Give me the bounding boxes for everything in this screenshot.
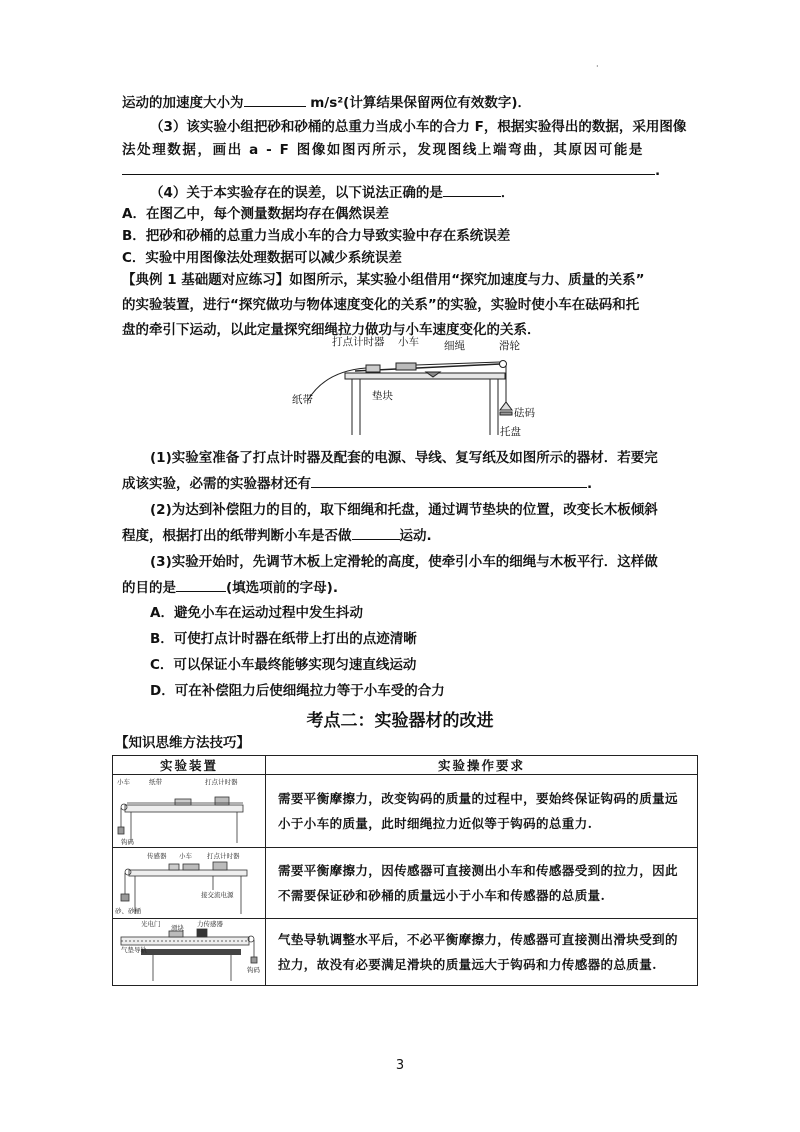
thumb2-label-sand: 砂、砂桶 — [115, 907, 141, 915]
table-row — [113, 848, 698, 919]
requirements-cell: 需要平衡摩擦力，改变钩码的质量的过程中，要始终保证钩码的质量远小于小车的质量，此时细绳拉力近似等于钩码的总重力. — [266, 775, 698, 848]
q3-end-mark: . — [655, 163, 661, 179]
apparatus-thumb-2 — [113, 848, 265, 918]
q1-line-2-text: 成该实验，必需的实验器材还有 — [122, 476, 311, 492]
q2-line-2 — [122, 525, 432, 546]
q3b-option-a: A．避免小车在运动过程中发生抖动 — [150, 605, 363, 621]
thumb3-label-gate: 光电门 — [141, 920, 161, 928]
apparatus-cell — [113, 775, 266, 848]
q3b-option-c: C．可以保证小车最终能够实现匀速直线运动 — [150, 657, 417, 673]
answer-blank[interactable] — [352, 525, 400, 540]
q3b-option-d: D．可在补偿阻力后使细绳拉力等于小车受的合力 — [150, 683, 445, 699]
example-intro-line-3: 盘的牵引下运动，以此定量探究细绳拉力做功与小车速度变化的关系． — [122, 322, 541, 338]
q4-end-mark: ． — [500, 185, 515, 201]
q3b-line-2 — [122, 577, 338, 598]
table-header-apparatus: 实验装置 — [113, 756, 266, 775]
thumb2-label-cart: 小车 — [179, 852, 192, 860]
thumb1-label-tape: 纸带 — [149, 778, 162, 786]
q2-line-2-text: 程度，根据打出的纸带判断小车是否做 — [122, 528, 352, 544]
figure-label-string: 细绳 — [444, 340, 465, 352]
q1-line-1: (1)实验室准备了打点计时器及配套的电源、导线、复写纸及如图所示的器材．若要完 — [150, 450, 658, 466]
q4-option-b: B．把砂和砂桶的总重力当成小车的合力导致实验中存在系统误差 — [122, 228, 511, 244]
q3-line-2: 法处理数据，画出 a - F 图像如图丙所示，发现图线上端弯曲，其原因可能是 — [122, 142, 645, 158]
q4-stem-line — [150, 182, 514, 203]
accel-unit-text: m/s²(计算结果保留两位有效数字)． — [310, 95, 531, 111]
q4-option-a: A．在图乙中，每个测量数据均存在偶然误差 — [122, 206, 389, 222]
requirements-cell: 气垫导轨调整水平后，不必平衡摩擦力，传感器可直接测出滑块受到的拉力，故没有必要满足滑块的质量远大于钩码和力传感器的总质量. — [266, 919, 698, 986]
q1-end-mark: . — [587, 476, 593, 492]
answer-blank[interactable] — [244, 92, 306, 107]
figure-label-pulley: 滑轮 — [499, 340, 520, 352]
q2-line-2-post: 运动. — [399, 528, 432, 544]
thumb3-label-slider: 滑块 — [171, 924, 184, 932]
accel-question-line — [122, 92, 531, 113]
page-number: 3 — [395, 1058, 405, 1073]
q3b-line-1: (3)实验开始时，先调节木板上定滑轮的高度，使牵引小车的细绳与木板平行．这样做 — [150, 554, 658, 570]
q4-option-c: C．实验中用图像法处理数据可以减少系统误差 — [122, 250, 402, 266]
thumb1-label-timer: 打点计时器 — [205, 778, 238, 786]
answer-blank[interactable] — [176, 577, 226, 592]
example-intro-line-2: 的实验装置，进行“探究做功与物体速度变化的关系”的实验，实验时使小车在砝码和托 — [122, 297, 640, 313]
section-title: 考点二：实验器材的改进 — [306, 711, 494, 731]
figure-label-tray: 托盘 — [500, 426, 521, 438]
q3b-option-b: B．可使打点计时器在纸带上打出的点迹清晰 — [150, 631, 417, 647]
requirements-cell: 需要平衡摩擦力，因传感器可直接测出小车和传感器受到的拉力，因此不需要保证砂和砂桶的质量远小于小车和传感器的总质量. — [266, 848, 698, 919]
apparatus-cell — [113, 848, 266, 919]
thumb1-label-weights: 钩码 — [121, 838, 134, 846]
figure-label-block: 垫块 — [372, 390, 393, 402]
example-intro-line-1 — [122, 270, 645, 290]
figure-label-tape: 纸带 — [292, 394, 313, 406]
figure-label-cart: 小车 — [398, 336, 419, 348]
q3-line-1: （3）该实验小组把砂和砂桶的总重力当成小车的合力 F，根据实验得出的数据，采用图像 — [150, 119, 687, 135]
apparatus-thumb-3 — [113, 919, 265, 985]
apparatus-drawing — [113, 775, 265, 847]
table-row — [113, 919, 698, 986]
apparatus-cell — [113, 919, 266, 986]
thumb3-label-force-sensor: 力传感器 — [197, 920, 223, 928]
table-header-row — [113, 756, 698, 775]
thumb2-label-sensor: 传感器 — [147, 852, 167, 860]
method-table — [112, 755, 698, 986]
q3b-line-2-text: 的目的是 — [122, 580, 176, 596]
answer-blank[interactable] — [311, 473, 587, 488]
accel-question-text: 运动的加速度大小为 — [122, 95, 244, 111]
q2-line-1: (2)为达到补偿阻力的目的，取下细绳和托盘，通过调节垫块的位置，改变长木板倾斜 — [150, 502, 658, 518]
q3b-line-2-post: (填选项前的字母). — [226, 580, 338, 596]
thumb1-label-cart: 小车 — [117, 778, 130, 786]
q4-stem-text: （4）关于本实验存在的误差，以下说法正确的是 — [150, 185, 443, 201]
corner-mark: · — [596, 62, 599, 71]
answer-blank[interactable] — [122, 160, 655, 175]
section-subtitle: 【知识思维方法技巧】 — [115, 735, 250, 751]
q1-line-2 — [122, 473, 592, 494]
thumb3-label-weights: 钩码 — [247, 966, 260, 974]
apparatus-figure — [292, 336, 550, 440]
thumb2-label-power: 接交流电源 — [201, 891, 234, 899]
example-tag: 【典例 1 基础题对应练习】 — [122, 272, 290, 288]
table-header-requirements: 实验操作要求 — [266, 756, 698, 775]
thumb3-label-track: 气垫导轨 — [121, 946, 147, 954]
thumb2-label-timer: 打点计时器 — [207, 852, 240, 860]
apparatus-thumb-1 — [113, 775, 265, 847]
example-intro-text-1: 如图所示，某实验小组借用“探究加速度与力、质量的关系” — [289, 272, 645, 288]
figure-label-timer: 打点计时器 — [332, 336, 385, 348]
figure-label-weights: 砝码 — [514, 407, 535, 419]
table-row — [113, 775, 698, 848]
q3-answer-line — [122, 160, 660, 181]
answer-blank[interactable] — [443, 182, 501, 197]
